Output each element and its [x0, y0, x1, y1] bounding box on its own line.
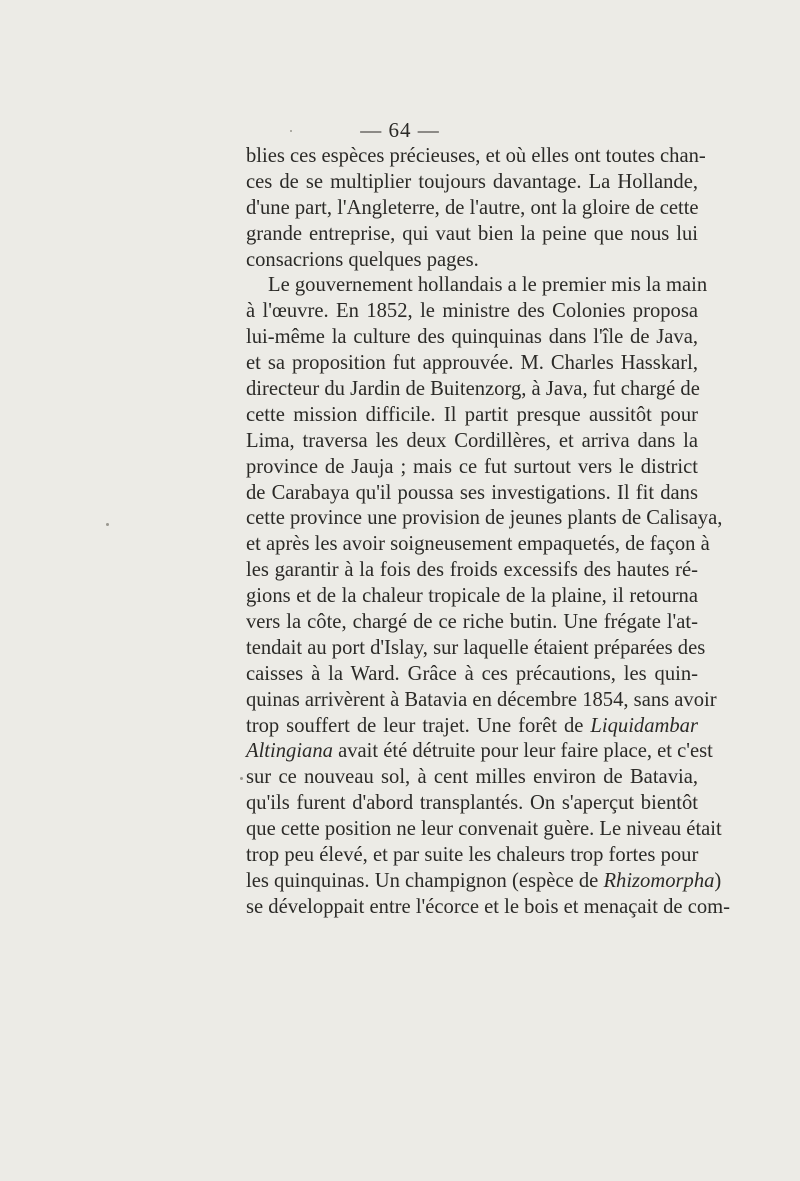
- italic-term: Altingiana: [246, 740, 333, 763]
- text-line: quinas arrivèrent à Batavia en décembre 1854, sans avoir: [246, 688, 717, 711]
- italic-term: Liquidambar: [590, 714, 698, 737]
- text-line: tendait au port d'Islay, sur laquelle étaient préparées des: [246, 636, 706, 659]
- text-line: cette mission difficile. Il partit presque aussitôt pour: [246, 403, 698, 426]
- text-line: blies ces espèces précieuses, et où elles ont toutes chan-: [246, 145, 706, 167]
- text-line: à l'œuvre. En 1852, le ministre des Colonies proposa: [246, 300, 698, 323]
- text-line: cette province une provision de jeunes plants de Calisaya,: [246, 507, 723, 530]
- text-line: trop peu élevé, et par suite les chaleurs trop fortes pour: [246, 844, 699, 867]
- text-line: grande entreprise, qui vaut bien la peine que nous lui: [246, 222, 698, 245]
- text-line: trop souffert de leur trajet. Une forêt de Liquidambar: [246, 714, 698, 737]
- italic-term: Rhizomorpha: [603, 869, 715, 892]
- text-line: consacrions quelques pages.: [246, 248, 479, 271]
- paper-speck: [290, 130, 292, 132]
- text-line: sur ce nouveau sol, à cent milles environ de Batavia,: [246, 766, 698, 789]
- text-line: Le gouvernement hollandais a le premier mis la main: [268, 274, 708, 297]
- text-line: ces de se multiplier toujours davantage. La Hollande,: [246, 170, 698, 193]
- text-line: que cette position ne leur convenait guère. Le niveau était: [246, 818, 722, 841]
- text-line: et après les avoir soigneusement empaquetés, de façon à: [246, 533, 710, 556]
- text-line: province de Jauja ; mais ce fut surtout vers le district: [246, 455, 698, 478]
- text-line: et sa proposition fut approuvée. M. Charles Hasskarl,: [246, 352, 698, 375]
- body-text: [246, 144, 731, 921]
- text-line: caisses à la Ward. Grâce à ces précautions, les quin-: [246, 662, 698, 685]
- text-line: les quinquinas. Un champignon (espèce de Rhizomorpha): [246, 869, 722, 892]
- paper-speck: [106, 523, 109, 526]
- text-line: gions et de la chaleur tropicale de la plaine, il retourna: [246, 585, 698, 608]
- page-number: — 64 —: [360, 118, 440, 142]
- text-line: d'une part, l'Angleterre, de l'autre, ont la gloire de cette: [246, 196, 699, 219]
- text-line: qu'ils furent d'abord transplantés. On s'aperçut bientôt: [246, 792, 698, 815]
- text-line: de Carabaya qu'il poussa ses investigations. Il fit dans: [246, 481, 698, 504]
- text-line: Lima, traversa les deux Cordillères, et arriva dans la: [246, 429, 698, 452]
- paper-speck: [240, 777, 243, 780]
- text-line: les garantir à la fois des froids excessifs des hautes ré-: [246, 559, 698, 582]
- text-line: directeur du Jardin de Buitenzorg, à Java, fut chargé de: [246, 378, 700, 401]
- text-line: se développait entre l'écorce et le bois et menaçait de com-: [246, 895, 731, 918]
- text-line: lui-même la culture des quinquinas dans l'île de Java,: [246, 326, 698, 349]
- text-line: vers la côte, chargé de ce riche butin. Une frégate l'at-: [246, 611, 698, 634]
- text-line: Altingiana avait été détruite pour leur faire place, et c'est: [246, 740, 713, 763]
